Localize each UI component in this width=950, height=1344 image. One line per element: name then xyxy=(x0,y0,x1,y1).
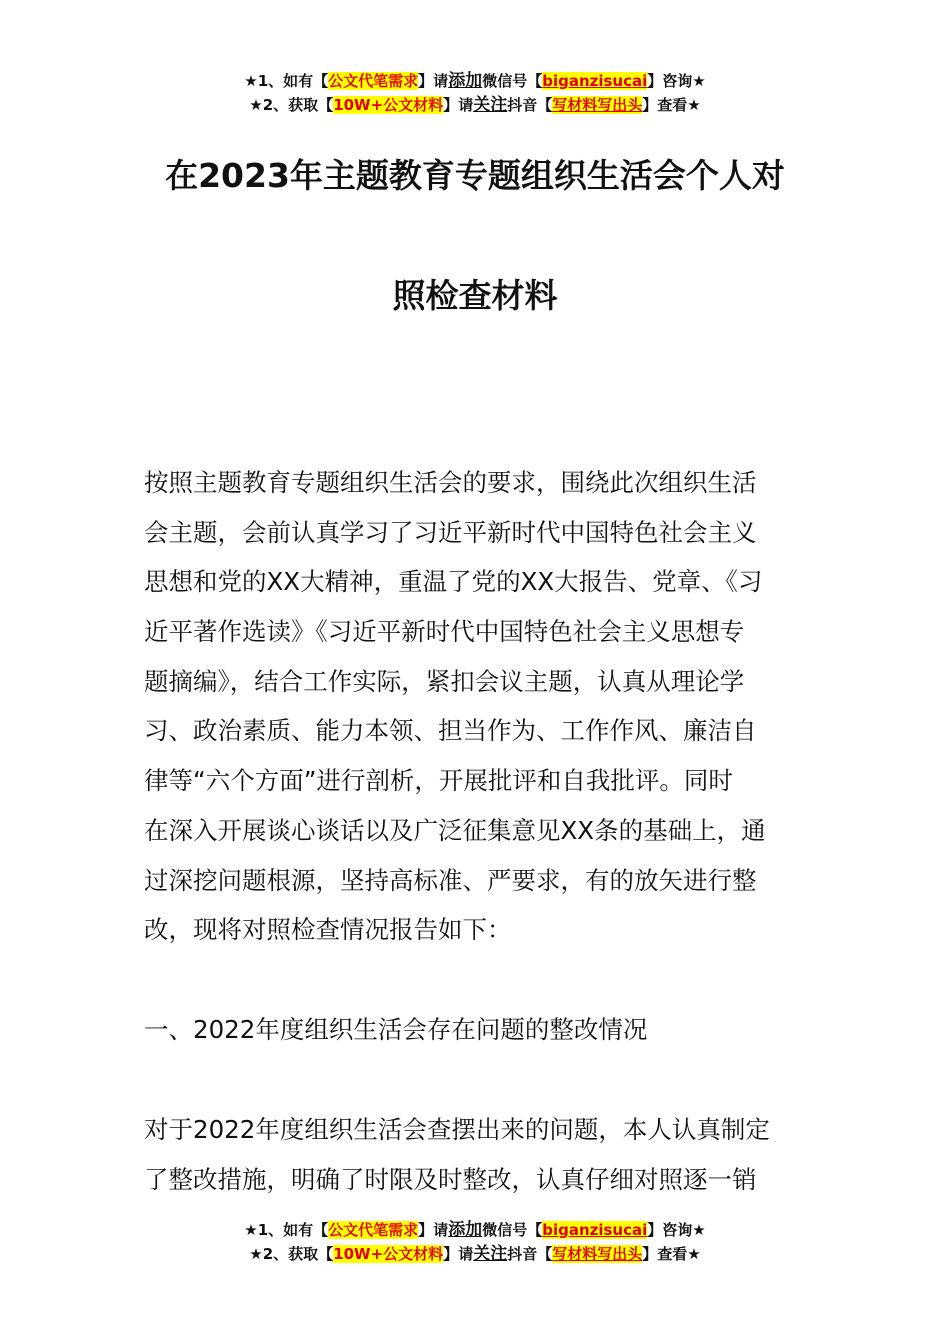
text-line: 了整改措施，明确了时限及时整改，认真仔细对照逐一销 xyxy=(144,1164,757,1194)
heading-text: 一、2022年度组织生活会存在问题的整改情况 xyxy=(144,1015,648,1044)
text-line: 在深入开展谈心谈话以及广泛征集意见XX条的基础上，通 xyxy=(144,815,766,845)
promo-line-2 xyxy=(0,93,950,117)
promo-line-1 xyxy=(0,69,950,93)
intro-paragraph xyxy=(144,458,824,955)
text-line: 思想和党的XX大精神，重温了党的XX大报告、党章、《习 xyxy=(144,567,763,597)
promo-emphasis: 添加 xyxy=(448,71,483,91)
douyin-id: 写材料写出头 xyxy=(552,96,643,114)
promo-text: 】咨询★ xyxy=(647,72,706,90)
promo-highlight: 10W+公文材料 xyxy=(333,1245,444,1263)
promo-text: 抖音【 xyxy=(507,96,553,114)
promo-text: 微信号【 xyxy=(482,1221,543,1239)
section-heading xyxy=(144,1005,824,1055)
promo-text: 】咨询★ xyxy=(647,1221,706,1239)
text-line: 题摘编》，结合工作实际，紧扣会议主题，认真从理论学 xyxy=(144,666,745,696)
wechat-id: biganzisucai xyxy=(542,1221,648,1239)
text-line: 近平著作选读》《习近平新时代中国特色社会主义思想专 xyxy=(144,617,745,647)
text-line: 改，现将对照检查情况报告如下： xyxy=(144,915,512,945)
text-line: 过深挖问题根源，坚持高标准、严要求，有的放矢进行整 xyxy=(144,865,757,895)
text-line: 按照主题教育专题组织生活会的要求，围绕此次组织生活 xyxy=(144,468,757,497)
promo-text: ★1、如有【 xyxy=(244,1221,329,1239)
promo-highlight: 公文代笔需求 xyxy=(328,1221,419,1239)
document-title-line-1: 在2023年主题教育专题组织生活会个人对 xyxy=(165,156,785,195)
promo-text: 】请 xyxy=(443,1245,474,1263)
douyin-id: 写材料写出头 xyxy=(552,1245,643,1263)
promo-emphasis: 添加 xyxy=(448,1220,483,1240)
promo-text: ★2、获取【 xyxy=(249,96,334,114)
promo-highlight: 公文代笔需求 xyxy=(328,72,419,90)
footer-promo-line-1 xyxy=(0,1218,950,1242)
section-paragraph xyxy=(144,1105,824,1204)
promo-text: 】请 xyxy=(443,96,474,114)
promo-text: ★2、获取【 xyxy=(249,1245,334,1263)
promo-emphasis: 关注 xyxy=(473,1244,508,1264)
text-line: 会主题，会前认真学习了习近平新时代中国特色社会主义 xyxy=(144,517,757,547)
promo-text: 微信号【 xyxy=(482,72,543,90)
promo-text: 抖音【 xyxy=(507,1245,553,1263)
promo-text: 】查看★ xyxy=(642,96,701,114)
promo-highlight: 10W+公文材料 xyxy=(333,96,444,114)
promo-text: 】请 xyxy=(418,1221,449,1239)
promo-text: 】请 xyxy=(418,72,449,90)
promo-text: 】查看★ xyxy=(642,1245,701,1263)
promo-emphasis: 关注 xyxy=(473,95,508,115)
document-title-line-2: 照检查材料 xyxy=(392,276,558,315)
text-line: 对于2022年度组织生活会查摆出来的问题，本人认真制定 xyxy=(144,1115,770,1144)
footer-promo-line-2 xyxy=(0,1242,950,1266)
promo-text: ★1、如有【 xyxy=(244,72,329,90)
text-line: 律等“六个方面”进行剖析，开展批评和自我批评。同时 xyxy=(144,766,733,796)
text-line: 习、政治素质、能力本领、担当作为、工作作风、廉洁自 xyxy=(144,716,757,746)
wechat-id: biganzisucai xyxy=(542,72,648,90)
